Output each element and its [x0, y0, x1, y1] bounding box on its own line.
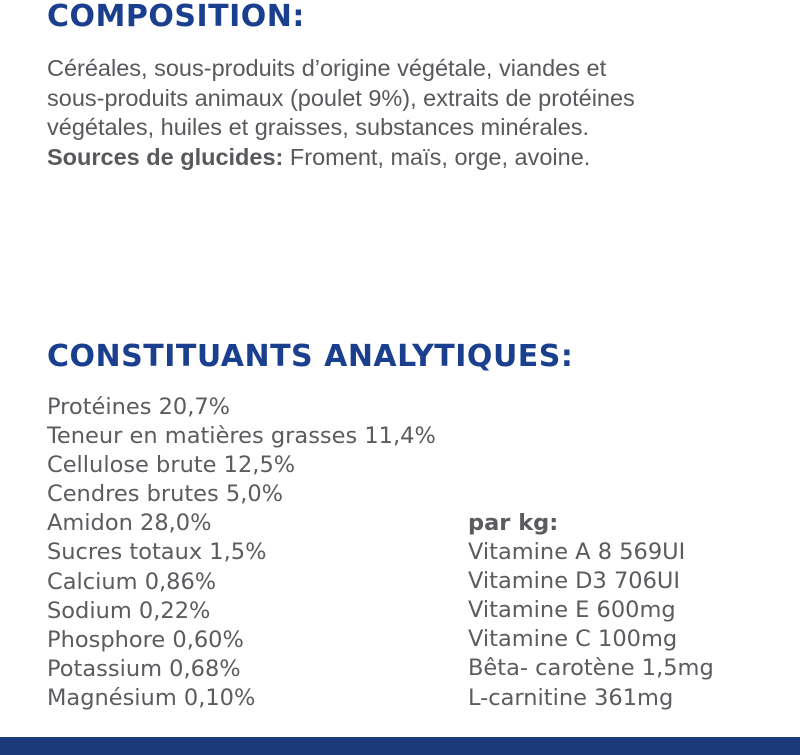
vitamin-item: Vitamine A 8 569UI [468, 539, 686, 566]
composition-line: Céréales, sous-produits d’origine végétale, viandes et [47, 55, 607, 81]
analytical-item: Protéines 20,7% [47, 394, 231, 420]
analytical-item: Potassium 0,68% [47, 655, 241, 682]
vitamin-item: Vitamine E 600mg [468, 597, 676, 624]
analytical-item: Calcium 0,86% [47, 568, 217, 595]
carb-sources-value: Froment, maïs, orge, avoine. [283, 143, 591, 170]
analytical-constituents-heading: CONSTITUANTS ANALYTIQUES: [47, 339, 574, 374]
composition-heading: COMPOSITION: [47, 0, 305, 34]
footer-bar [0, 737, 800, 755]
composition-line: sous-produits animaux (poulet 9%), extraits de protéines [47, 84, 635, 111]
vitamin-item: Bêta- carotène 1,5mg [468, 655, 714, 682]
vitamin-item: L-carnitine 361mg [468, 684, 674, 711]
composition-line: végétales, huiles et graisses, substances minérales. [47, 114, 590, 140]
vitamins-list [468, 509, 714, 713]
analytical-item: Cendres brutes 5,0% [47, 481, 284, 508]
analytical-left-list [47, 393, 436, 713]
analytical-item: Teneur en matières grasses 11,4% [47, 423, 436, 450]
per-kg-label: par kg: [468, 510, 559, 536]
analytical-item: Phosphore 0,60% [47, 626, 244, 653]
vitamin-item: Vitamine C 100mg [468, 626, 678, 653]
composition-text [47, 54, 787, 172]
analytical-item: Sucres totaux 1,5% [47, 539, 267, 566]
vitamin-item: Vitamine D3 706UI [468, 568, 681, 595]
analytical-item: Amidon 28,0% [47, 510, 212, 537]
analytical-item: Magnésium 0,10% [47, 684, 256, 711]
analytical-item: Sodium 0,22% [47, 597, 211, 624]
analytical-item: Cellulose brute 12,5% [47, 452, 296, 479]
carb-sources-label: Sources de glucides: [47, 143, 284, 170]
